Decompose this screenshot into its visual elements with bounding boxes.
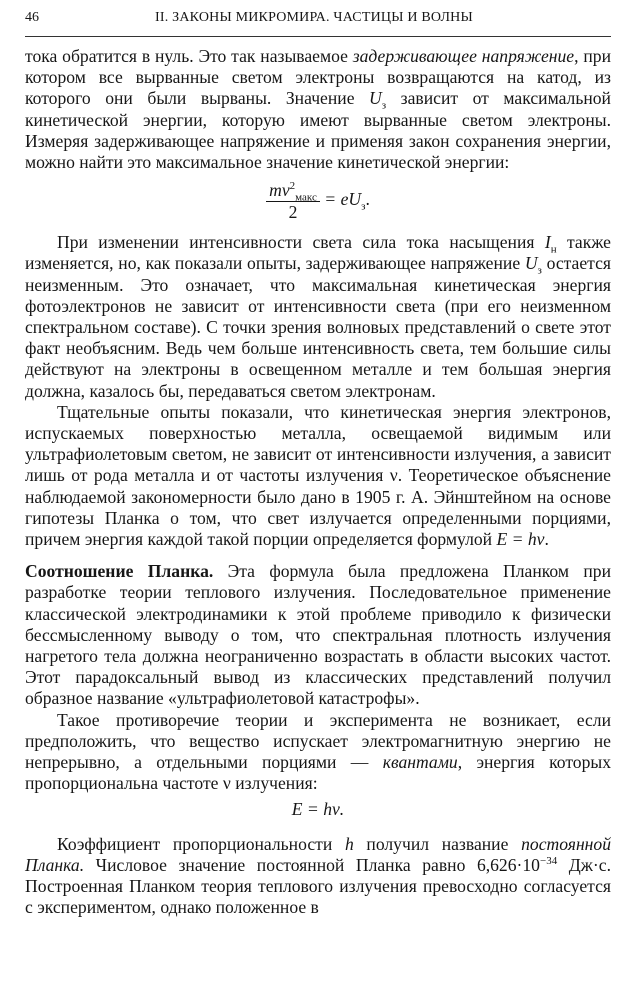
paragraph-2: При изменении интенсивности света сила тока насыщения $I_н$ также изменяется, но, как показали опыты, задерживающее напряжение $U_з$ остается неизменным. Это означает, что максимальная кинетическая энергия фотоэлектронов не зависит от интенсивности света (при его неизменном спектральном составе). С точки зрения волновых представлений о свете этот факт необъясним. Ведь чем больше интенсивность света, тем большие силы действуют на электроны в освещенном металле и тем большая энергия должна, казалось бы, передаваться светом электронам.	[25, 232, 611, 401]
page-number: 46	[25, 10, 39, 25]
header-rule	[25, 36, 611, 37]
formula-kinetic-energy: $\frac{mv^2_{макс}}{2}$ = $eU_з$.	[25, 180, 611, 222]
paragraph-planck-relation: Соотношение Планка. Эта формула была предложена Планком при разработке теории теплового излучения. Последовательное применение классической электродинамики к этой проблеме приводило к физически бессмысленному выводу о том, что спектральная плотность излучения нагретого тела должна неограниченно возрастать в области высоких частот. Этот парадоксальный вывод из классических представлений получил образное название «ультрафиолетовой катастрофы».	[25, 561, 611, 709]
book-page	[25, 0, 611, 1000]
page-header	[25, 10, 611, 32]
term-retarding-voltage: задерживающее напряжение	[352, 46, 575, 66]
section-heading: Соотношение Планка.	[25, 561, 214, 582]
paragraph-3: Тщательные опыты показали, что кинетическая энергия электронов, испускаемых поверхностью металла, освещаемой видимым или ультрафиолетовым светом, не зависит от интенсивности излучения, а зависит лишь от рода металла и от частоты излучения ν. Теоретическое объяснение наблюдаемой закономерности было дано в 1905 г. А. Эйнштейном на основе гипотезы Планка о том, что свет излучается определенными порциями, причем энергия каждой такой порции определяется формулой E = hν.	[25, 401, 611, 550]
paragraph-6: Коэффициент пропорциональности h получил название постоянной Планка. Числовое значение постоянной Планка равно $6,626\cdot 10^{-34}$ Дж·с. Построенная Планком теория теплового излучения превосходно согласуется с экспериментом, однако положенное в	[25, 833, 611, 918]
fraction: $\frac{mv^2_{макс}}{2}$	[266, 180, 320, 222]
body-text	[25, 46, 611, 919]
paragraph-1: тока обратится в нуль. Это так называемое задерживающее напряжение, при котором все вырванные светом электроны возвращаются на катод, из которого они были вырваны. Значение $U_з$ зависит от максимальной кинетической энергии, которую имеют вырванные светом электроны. Измеряя задерживающее напряжение и применяя закон сохранения энергии, можно найти это максимальное значение кинетической энергии:	[25, 46, 611, 173]
term-quanta: квантами	[382, 752, 458, 773]
paragraph-5: Такое противоречие теории и эксперимента не возникает, если предположить, что вещество испускает электромагнитную энергию не непрерывно, а отдельными порциями — квантами, энергия которых пропорциональна частоте ν излучения:	[25, 709, 611, 794]
formula-planck: E = hν.	[291, 798, 345, 819]
inline-formula: E = hν	[496, 529, 545, 550]
running-head: II. ЗАКОНЫ МИКРОМИРА. ЧАСТИЦЫ И ВОЛНЫ	[155, 10, 473, 25]
term-planck-constant: постоянной Планка.	[25, 833, 611, 875]
